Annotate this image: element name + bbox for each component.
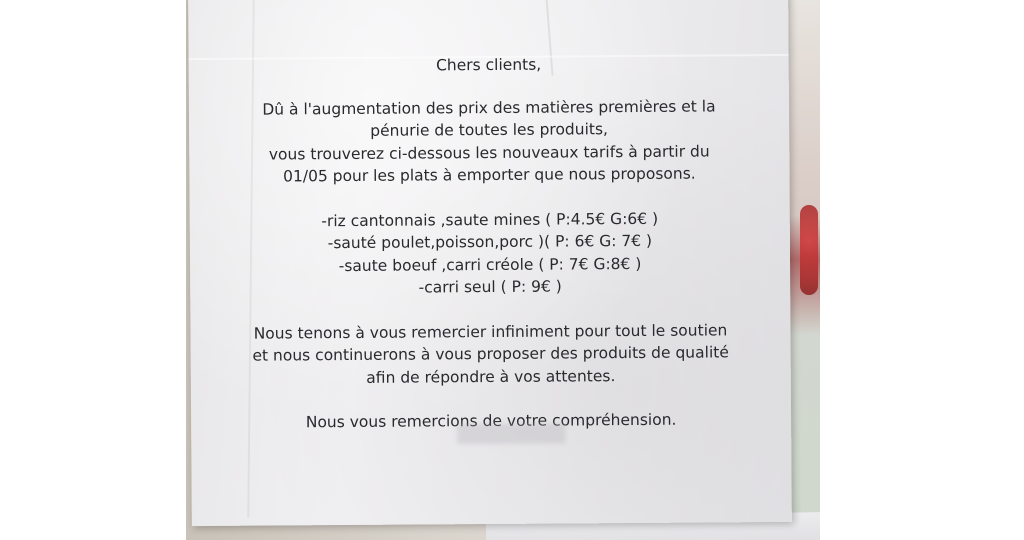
blurred-signature: [457, 423, 565, 444]
closing-line: Nous vous remercions de votre compréhension.: [305, 410, 677, 432]
intro-line: vous trouverez ci-dessous les nouveaux tarifs à partir du: [268, 141, 710, 164]
intro-line: 01/05 pour les plats à emporter que nous proposons.: [283, 164, 696, 186]
notice-text: [189, 52, 792, 435]
thanks-line: Nous tenons à vous remercier infiniment pour tout le soutien: [253, 320, 728, 343]
price-line: -saute boeuf ,carri créole ( P: 7€ G:8€ ): [338, 254, 642, 275]
intro-line: Dû à l'augmentation des prix des matières premières et la: [262, 96, 716, 119]
background-right: [790, 0, 820, 540]
notice-sheet: [188, 0, 792, 526]
thanks-line: et nous continuerons à vous proposer des produits de qualité: [252, 343, 729, 365]
price-line: -carri seul ( P: 9€ ): [418, 277, 562, 297]
intro-line: pénurie de toutes les produits,: [370, 120, 609, 140]
red-object: [800, 205, 818, 295]
price-line: -riz cantonnais ,saute mines ( P:4.5€ G:6€ ): [321, 209, 659, 230]
price-line: -sauté poulet,poisson,porc )( P: 6€ G: 7€ ): [327, 231, 653, 253]
notice-photo: [186, 0, 820, 540]
greeting: Chers clients,: [435, 55, 542, 75]
thanks-line: afin de répondre à vos attentes.: [366, 366, 616, 387]
